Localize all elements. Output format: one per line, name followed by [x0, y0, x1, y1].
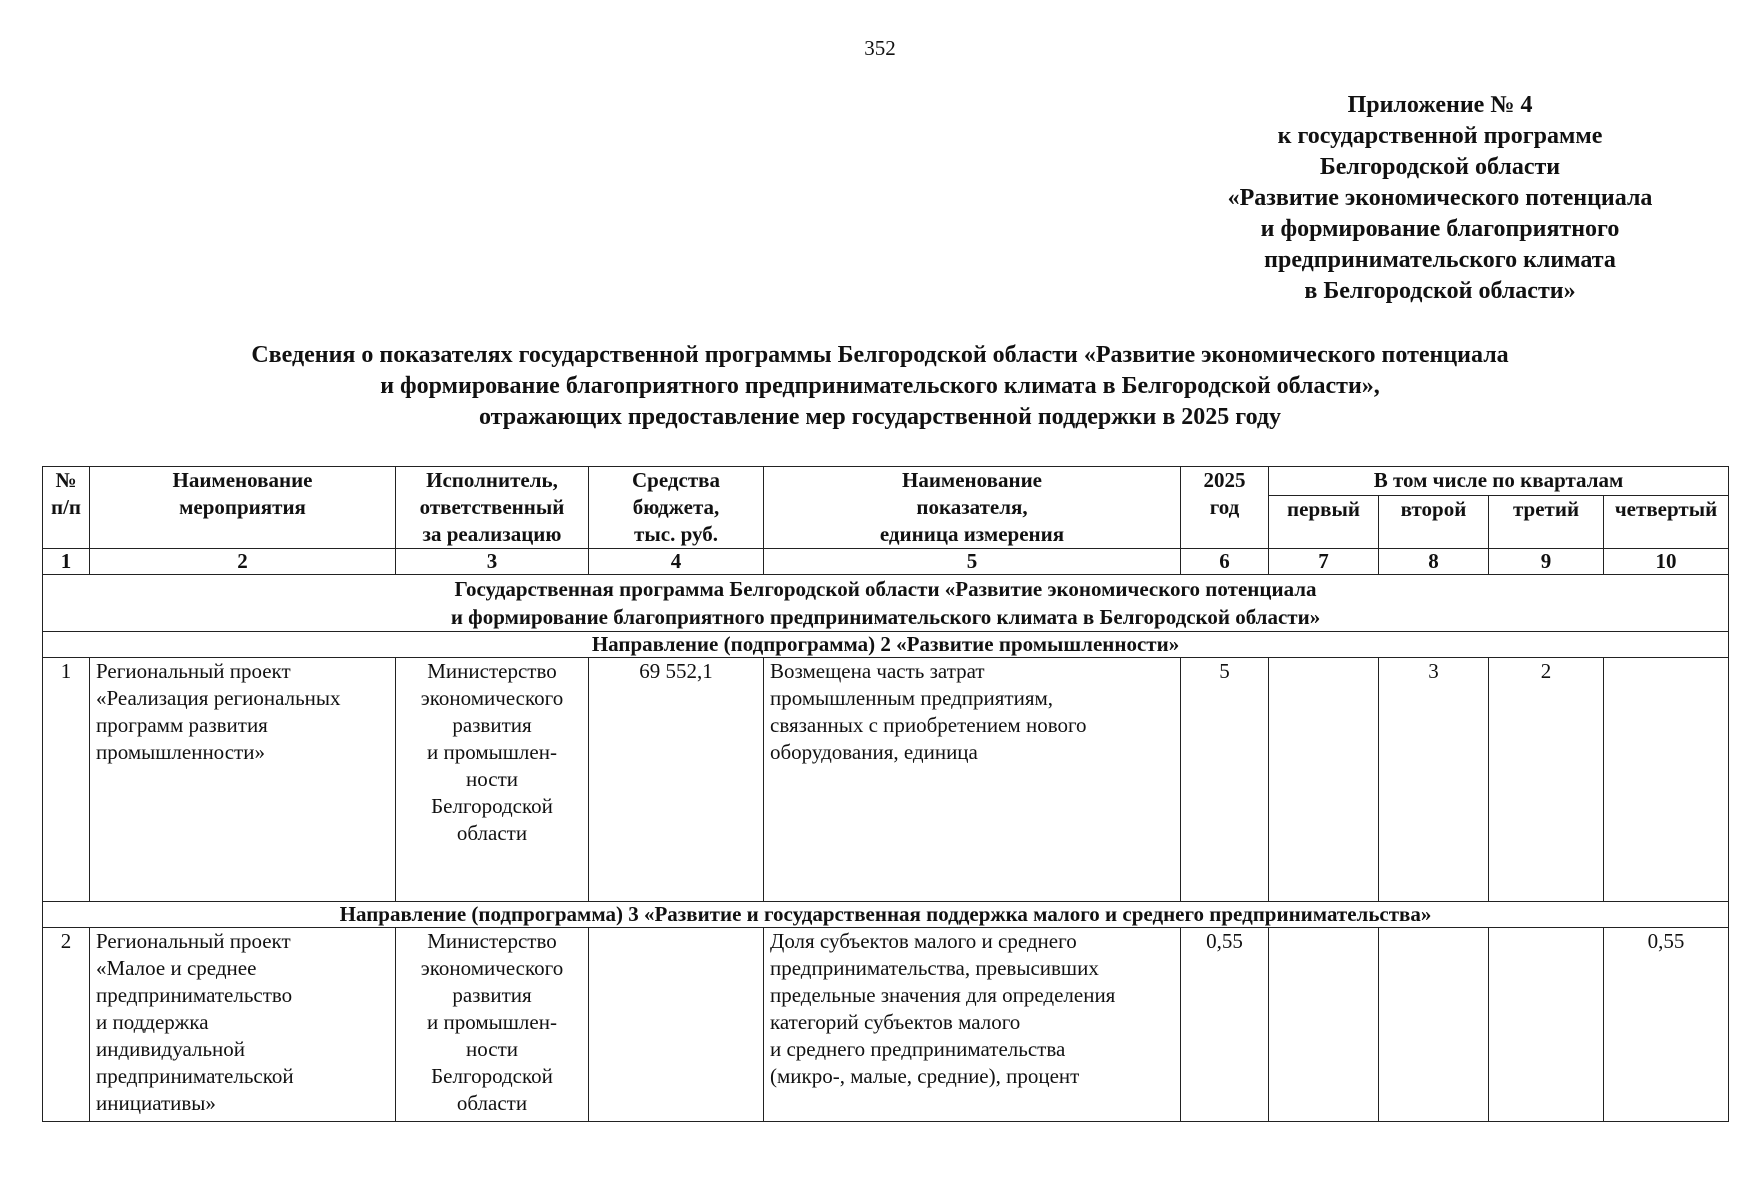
- column-number: 2: [90, 549, 396, 575]
- column-number: 4: [589, 549, 764, 575]
- row-q1-value: [1269, 928, 1379, 1122]
- title-line: отражающих предоставление мер государственной поддержки в 2025 году: [478, 404, 1282, 430]
- header-quarter-third: третий: [1489, 496, 1604, 549]
- column-number: 3: [396, 549, 589, 575]
- row-event-name: Региональный проект «Реализация региональных программ развития промышленности»: [90, 658, 396, 902]
- header-quarter-fourth: четвертый: [1604, 496, 1729, 549]
- title-line: Сведения о показателях государственной программы Белгородской области «Развитие экономического потенциала: [251, 342, 1509, 368]
- header-quarter-second: второй: [1379, 496, 1489, 549]
- column-number: 9: [1489, 549, 1604, 575]
- row-q1-value: [1269, 658, 1379, 902]
- appendix-line: «Развитие экономического потенциала: [1227, 185, 1653, 211]
- column-number: 5: [764, 549, 1181, 575]
- row-year-value: 5: [1181, 658, 1269, 902]
- appendix-heading: [1080, 90, 1760, 307]
- row-q4-value: [1604, 658, 1729, 902]
- header-executor: Исполнитель, ответственный за реализацию: [396, 467, 589, 549]
- row-q3-value: 2: [1489, 658, 1604, 902]
- header-budget: Средства бюджета, тыс. руб.: [589, 467, 764, 549]
- row-event-name: Региональный проект «Малое и среднее предпринимательство и поддержка индивидуальной предпринимательской инициативы»: [90, 928, 396, 1122]
- row-number: 2: [43, 928, 90, 1122]
- row-executor: Министерство экономического развития и промышлен- ности Белгородской области: [396, 658, 589, 902]
- header-quarter-first: первый: [1269, 496, 1379, 549]
- header-quarters-group: В том числе по кварталам: [1269, 467, 1729, 496]
- direction-row: [43, 632, 1729, 658]
- header-year: 2025 год: [1181, 467, 1269, 549]
- column-number: 8: [1379, 549, 1489, 575]
- appendix-line: Приложение № 4: [1347, 92, 1533, 118]
- row-budget: [589, 928, 764, 1122]
- row-number: 1: [43, 658, 90, 902]
- program-title: Государственная программа Белгородской области «Развитие экономического потенциала и формирование благоприятного предпринимательского климата в Белгородской области»: [43, 575, 1729, 632]
- row-q3-value: [1489, 928, 1604, 1122]
- row-q4-value: 0,55: [1604, 928, 1729, 1122]
- row-indicator: Доля субъектов малого и среднего предпринимательства, превысивших предельные значения для определения категорий субъектов малого и среднего предпринимательства (микро-, малые, средние), процент: [764, 928, 1181, 1122]
- title-line: и формирование благоприятного предпринимательского климата в Белгородской области»,: [380, 373, 1380, 399]
- row-q2-value: [1379, 928, 1489, 1122]
- column-number: 1: [43, 549, 90, 575]
- appendix-line: к государственной программе: [1277, 123, 1603, 149]
- column-number: 10: [1604, 549, 1729, 575]
- indicators-table: [42, 466, 1729, 1122]
- table-row: [43, 928, 1729, 1122]
- document-title: [0, 340, 1760, 433]
- header-indicator: Наименование показателя, единица измерения: [764, 467, 1181, 549]
- row-budget: 69 552,1: [589, 658, 764, 902]
- header-event-name: Наименование мероприятия: [90, 467, 396, 549]
- row-q2-value: 3: [1379, 658, 1489, 902]
- page-number: 352: [864, 36, 896, 60]
- table-row: [43, 658, 1729, 902]
- appendix-line: в Белгородской области»: [1304, 278, 1576, 304]
- row-executor: Министерство экономического развития и промышлен- ности Белгородской области: [396, 928, 589, 1122]
- direction-3-title: Направление (подпрограмма) 3 «Развитие и государственная поддержка малого и среднего предпринимательства»: [43, 902, 1729, 928]
- column-number: 6: [1181, 549, 1269, 575]
- appendix-line: Белгородской области: [1319, 154, 1561, 180]
- header-number: № п/п: [43, 467, 90, 549]
- direction-2-title: Направление (подпрограмма) 2 «Развитие промышленности»: [43, 632, 1729, 658]
- appendix-line: предпринимательского климата: [1264, 247, 1616, 273]
- row-indicator: Возмещена часть затрат промышленным предприятиям, связанных с приобретением нового оборудования, единица: [764, 658, 1181, 902]
- direction-row: [43, 902, 1729, 928]
- column-numbers-row: [43, 549, 1729, 575]
- row-year-value: 0,55: [1181, 928, 1269, 1122]
- program-row: [43, 575, 1729, 632]
- table-header-row: [43, 467, 1729, 496]
- column-number: 7: [1269, 549, 1379, 575]
- appendix-line: и формирование благоприятного: [1260, 216, 1620, 242]
